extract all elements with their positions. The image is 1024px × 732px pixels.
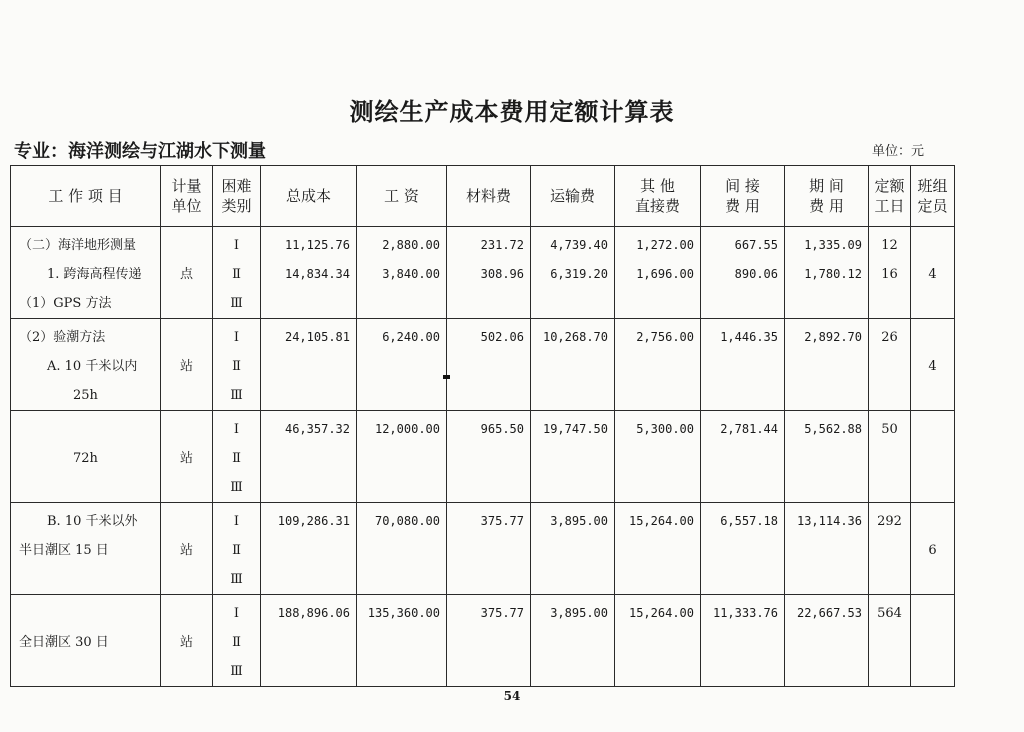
total-cost-cell [261,319,357,411]
period-cell [785,503,869,595]
difficulty-cell [213,227,261,319]
cell-line [161,415,212,444]
cell-line: 109,286.31 [277,514,350,528]
cell-line: 点 [179,267,193,282]
header-transport: 运输费 [531,166,615,227]
period-cell [785,319,869,411]
team-size-cell [911,227,955,319]
cell-line: Ⅲ [230,572,243,587]
cell-line [161,507,212,536]
transport-cell [531,503,615,595]
table-row [11,411,955,503]
cell-line: 2,756.00 [636,330,694,344]
unit-cell [161,503,213,595]
cell-line: 12,000.00 [374,422,440,436]
cell-line: 231.72 [480,238,524,252]
material-cell [447,503,531,595]
header-difficulty: 困难 类别 [213,166,261,227]
cell-line [161,599,212,628]
cell-line [161,657,212,686]
cell-line: 2,892.70 [804,330,862,344]
quota-days-cell [869,227,911,319]
cell-line: 667.55 [734,238,778,252]
cell-line: 502.06 [480,330,524,344]
other-direct-cell [615,227,701,319]
cell-line [11,565,160,594]
cell-line [911,565,954,594]
wage-cell [357,319,447,411]
header-total-cost: 总成本 [261,166,357,227]
total-cost-cell [261,227,357,319]
wage-cell [357,595,447,687]
cell-line: 4 [928,267,937,282]
total-cost-cell [261,411,357,503]
cell-line [911,381,954,410]
cell-line: （二）海洋地形测量 [19,238,137,253]
cell-line: 10,268.70 [542,330,608,344]
cell-line: 1,446.35 [720,330,778,344]
cell-line: 全日潮区 30 日 [19,635,109,650]
cell-line: 5,562.88 [804,422,862,436]
cell-line [161,289,212,318]
cell-line: 11,125.76 [284,238,350,252]
cell-line [161,565,212,594]
cell-line: Ⅱ [232,451,241,466]
cell-line: 3,840.00 [382,267,440,281]
cell-line [161,381,212,410]
cell-line: 13,114.36 [796,514,862,528]
team-size-cell [911,595,955,687]
quota-days-cell [869,411,911,503]
cell-line: 188,896.06 [277,606,350,620]
cell-line [911,628,954,657]
cell-line: 4,739.40 [550,238,608,252]
page-number: 54 [503,689,521,703]
cell-line: 1,272.00 [636,238,694,252]
other-direct-cell [615,503,701,595]
cell-line: 24,105.81 [284,330,350,344]
header-measure-unit: 计量 单位 [161,166,213,227]
cell-line [11,599,160,628]
cell-line: Ⅲ [230,388,243,403]
scan-blot [443,375,450,379]
material-cell [447,595,531,687]
unit-label: 单位：元 [872,144,925,159]
cell-line [911,507,954,536]
cell-line: 1,335.09 [804,238,862,252]
cell-line: A. 10 千米以内 [47,359,138,374]
cell-line [911,415,954,444]
cell-line [911,599,954,628]
other-direct-cell [615,319,701,411]
header-item: 工 作 项 目 [11,166,161,227]
cell-line: 16 [881,267,898,282]
cell-line: 2,880.00 [382,238,440,252]
header-material: 材料费 [447,166,531,227]
cell-line: 50 [881,422,898,437]
indirect-cell [701,595,785,687]
cell-line [911,289,954,318]
other-direct-cell [615,595,701,687]
difficulty-cell [213,411,261,503]
cell-line: Ⅱ [232,543,241,558]
indirect-cell [701,411,785,503]
item-cell [11,319,161,411]
cell-line: 1,696.00 [636,267,694,281]
cell-line: 375.77 [480,606,524,620]
cell-line: 72h [73,451,98,466]
unit-cell [161,227,213,319]
table-header-row [11,166,955,227]
wage-cell [357,411,447,503]
quota-days-cell [869,503,911,595]
cell-line: 1,780.12 [804,267,862,281]
cell-line [911,657,954,686]
cell-line: Ⅲ [230,296,243,311]
cell-line: Ⅰ [233,330,240,345]
header-team-size: 班组 定员 [911,166,955,227]
cell-line: Ⅲ [230,664,243,679]
difficulty-cell [213,503,261,595]
item-cell [11,503,161,595]
transport-cell [531,595,615,687]
cell-line: 26 [881,330,898,345]
transport-cell [531,227,615,319]
cell-line: 3,895.00 [550,606,608,620]
cell-line: 12 [881,238,898,253]
cell-line: 15,264.00 [628,514,694,528]
cell-line [911,473,954,502]
cell-line: Ⅲ [230,480,243,495]
difficulty-cell [213,319,261,411]
cell-line: 46,357.32 [284,422,350,436]
cell-line: 15,264.00 [628,606,694,620]
table-row [11,319,955,411]
item-cell [11,411,161,503]
cell-line: B. 10 千米以外 [47,514,138,529]
cell-line [161,473,212,502]
header-quota-days: 定额 工日 [869,166,911,227]
cell-line: 站 [179,543,193,558]
page-title: 测绘生产成本费用定额计算表 [349,97,675,126]
cell-line [11,657,160,686]
cell-line: 半日潮区 15 日 [19,543,109,558]
cell-line: 22,667.53 [796,606,862,620]
cell-line: 站 [179,635,193,650]
cell-line [161,323,212,352]
cell-line: 3,895.00 [550,514,608,528]
total-cost-cell [261,595,357,687]
cell-line: Ⅱ [232,635,241,650]
cell-line [911,323,954,352]
table-row [11,227,955,319]
period-cell [785,411,869,503]
transport-cell [531,319,615,411]
cell-line: 2,781.44 [720,422,778,436]
cell-line: 25h [73,388,98,403]
cell-line: 890.06 [734,267,778,281]
cell-line: 站 [179,451,193,466]
wage-cell [357,503,447,595]
cell-line: 19,747.50 [542,422,608,436]
cell-line: （2）验潮方法 [19,330,106,345]
indirect-cell [701,503,785,595]
cell-line: 6,319.20 [550,267,608,281]
cell-line: 308.96 [480,267,524,281]
cell-line: 14,834.34 [284,267,350,281]
difficulty-cell [213,595,261,687]
wage-cell [357,227,447,319]
cell-line: Ⅰ [233,514,240,529]
item-cell [11,227,161,319]
material-cell [447,319,531,411]
cell-line: 6 [928,543,937,558]
unit-cell [161,411,213,503]
header-wage: 工 资 [357,166,447,227]
quota-days-cell [869,319,911,411]
unit-cell [161,595,213,687]
team-size-cell [911,411,955,503]
cell-line: Ⅰ [233,238,240,253]
total-cost-cell [261,503,357,595]
quota-days-cell [869,595,911,687]
table-row [11,595,955,687]
other-direct-cell [615,411,701,503]
cell-line: 4 [928,359,937,374]
cell-line [911,231,954,260]
material-cell [447,411,531,503]
cell-line [11,473,160,502]
specialty-subtitle: 专业：海洋测绘与江湖水下测量 [14,141,266,162]
cell-line: 375.77 [480,514,524,528]
cell-line: 292 [877,514,902,529]
header-indirect: 间 接 费 用 [701,166,785,227]
table-row [11,503,955,595]
team-size-cell [911,503,955,595]
cell-line [11,415,160,444]
cell-line: 站 [179,359,193,374]
item-cell [11,595,161,687]
material-cell [447,227,531,319]
cell-line: Ⅱ [232,359,241,374]
team-size-cell [911,319,955,411]
header-other-direct: 其 他 直接费 [615,166,701,227]
unit-cell [161,319,213,411]
cell-line: 11,333.76 [712,606,778,620]
cell-line [161,231,212,260]
cell-line: 6,557.18 [720,514,778,528]
cell-line: Ⅰ [233,422,240,437]
cell-line: （1）GPS 方法 [19,296,112,311]
cell-line [911,444,954,473]
period-cell [785,227,869,319]
cell-line: 135,360.00 [367,606,440,620]
cell-line: Ⅱ [232,267,241,282]
cell-line: 5,300.00 [636,422,694,436]
cell-line: 1. 跨海高程传递 [47,267,142,282]
period-cell [785,595,869,687]
header-period: 期 间 费 用 [785,166,869,227]
indirect-cell [701,319,785,411]
cell-line: 6,240.00 [382,330,440,344]
cell-line: Ⅰ [233,606,240,621]
cost-quota-table [10,165,955,687]
transport-cell [531,411,615,503]
indirect-cell [701,227,785,319]
cell-line: 70,080.00 [374,514,440,528]
cell-line: 564 [877,606,902,621]
cell-line: 965.50 [480,422,524,436]
